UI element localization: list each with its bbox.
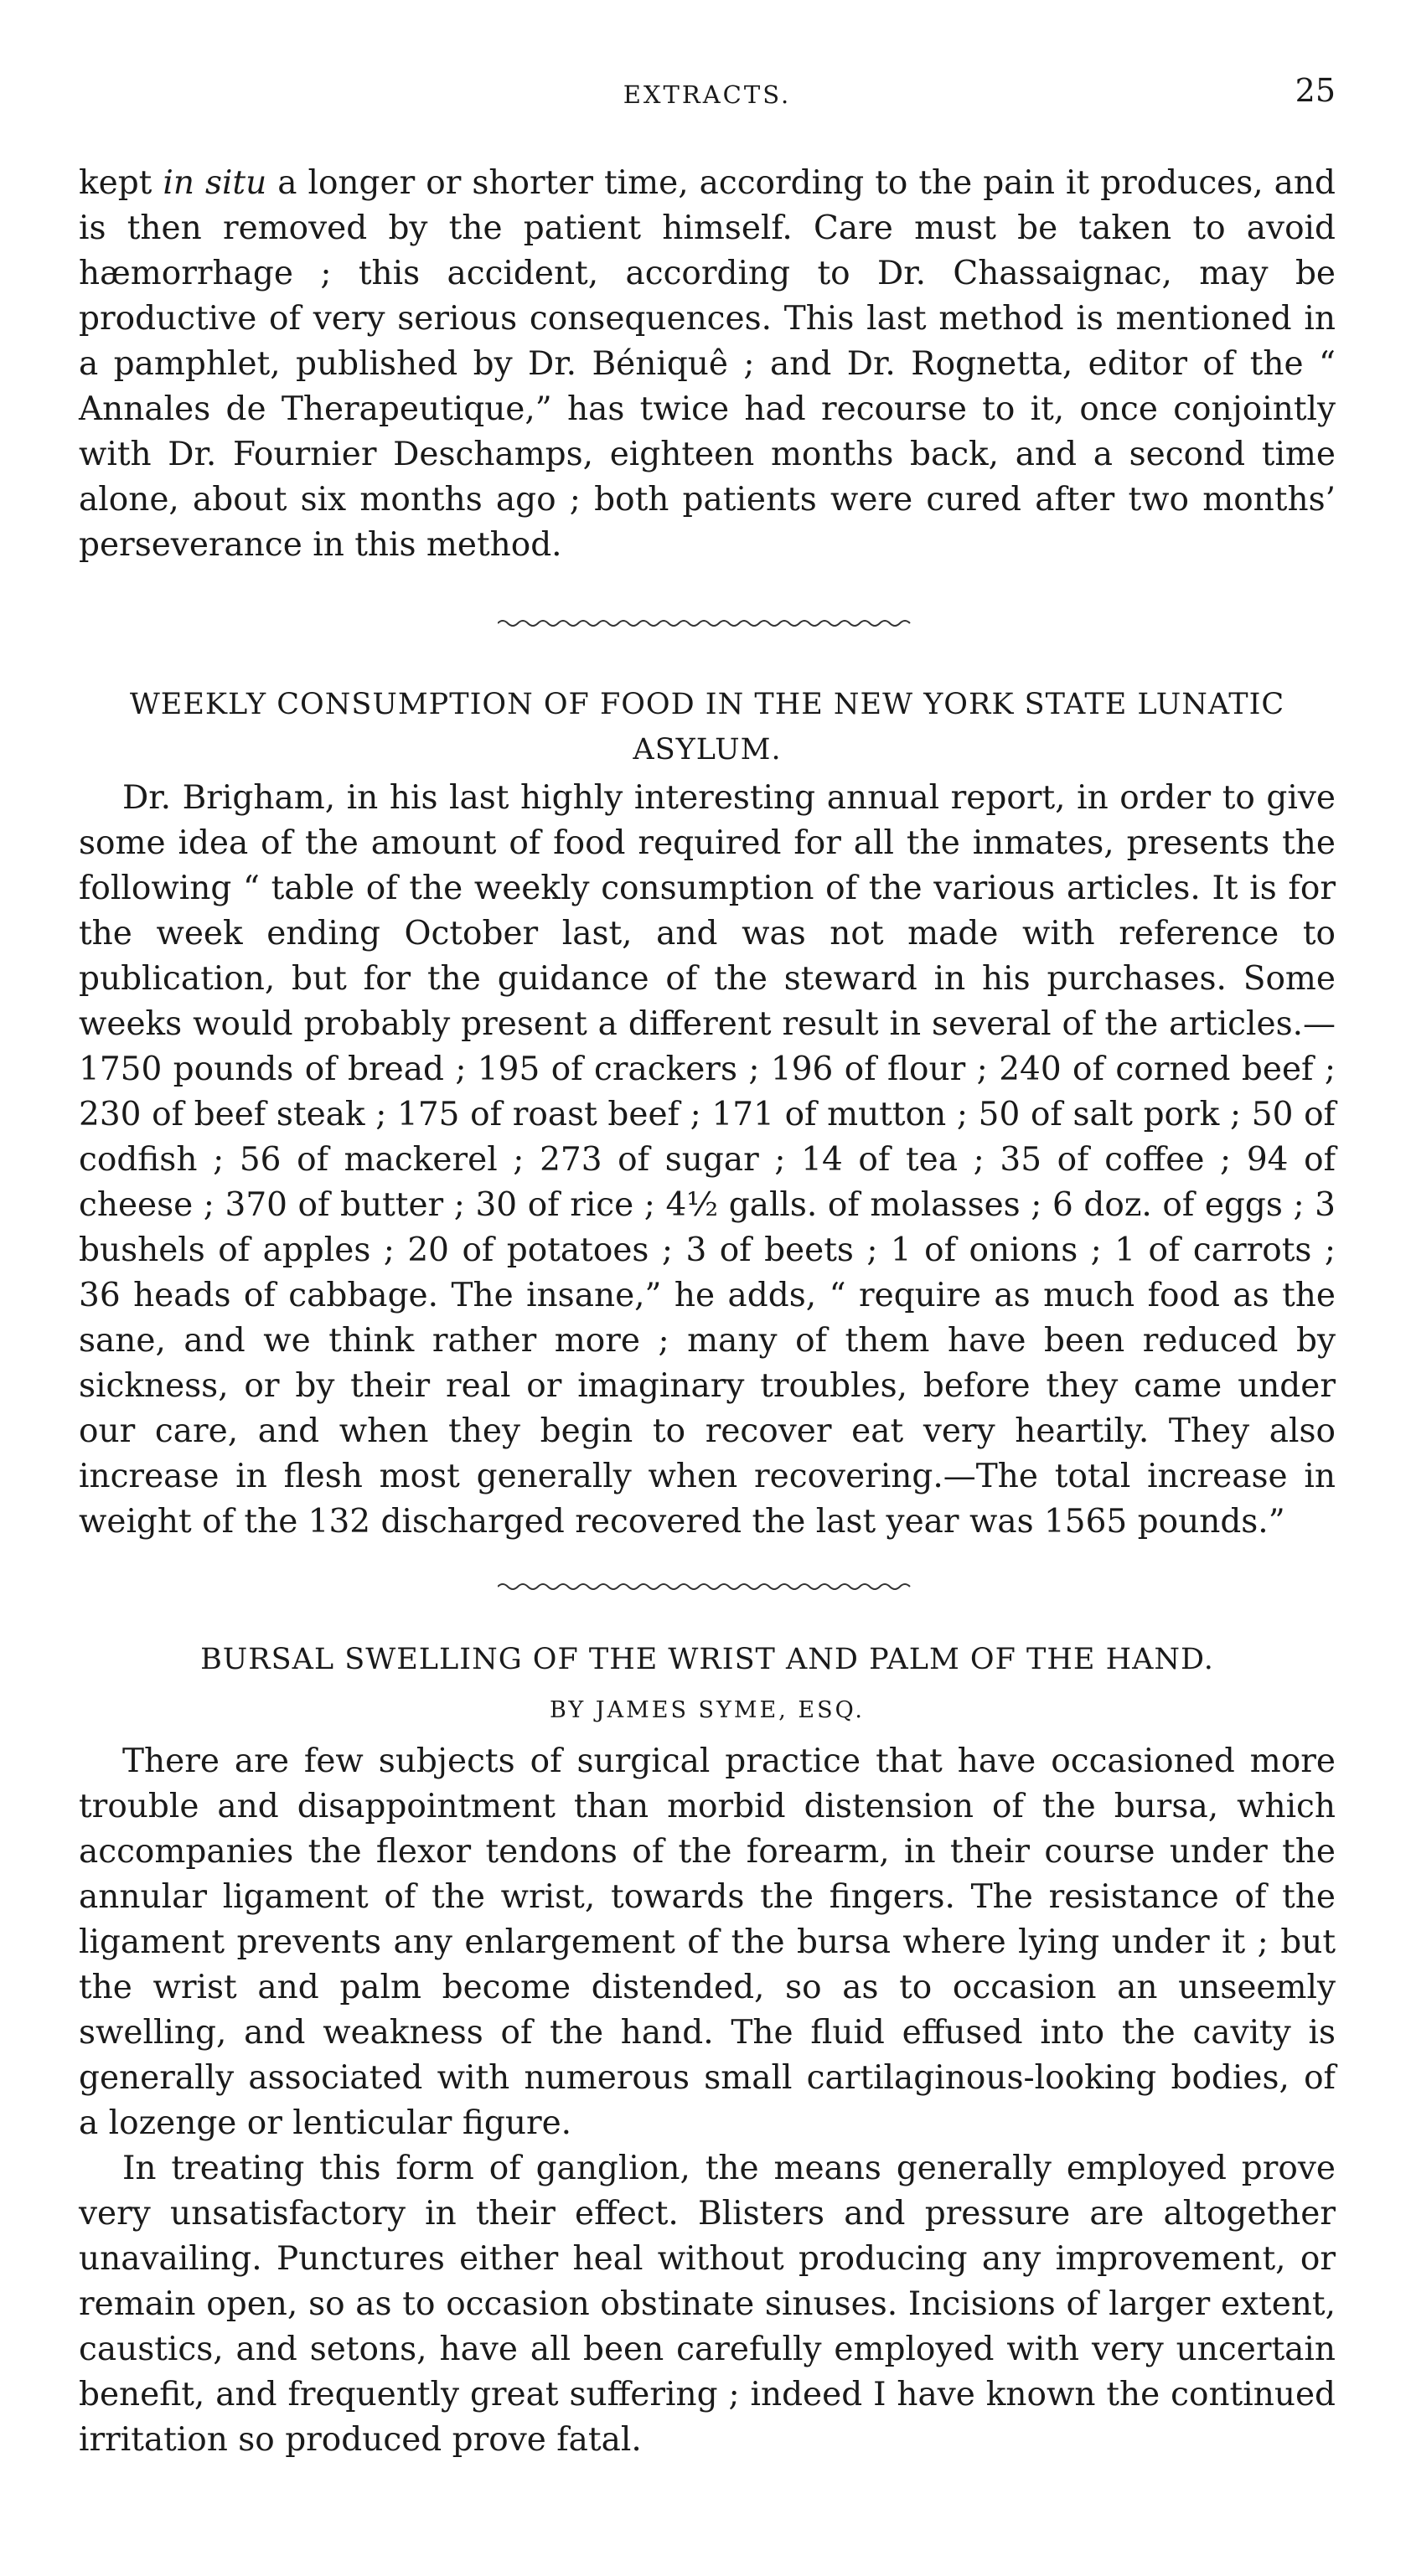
wavy-divider	[498, 615, 917, 632]
page-number: 25	[1295, 72, 1336, 109]
continued-paragraph-lead: kept	[79, 164, 163, 202]
continued-paragraph-text: a longer or shorter time, according to the pain it produces, and is then removed by the patient himself. Care must be taken to avoid hæmorrhage ; this accident, according to Dr. Chassaignac, may be productive of very serious consequences. This last method is mentioned in a pamphlet, published by Dr. Béniquê ; and Dr. Rognetta, editor of the “ Annales de Therapeutique,” has twice had recourse to it, once conjointly with Dr. Fournier Deschamps, eighteen months back, and a second time alone, about six months ago ; both patients were cured after two months’ perseverance in this method.	[79, 164, 1336, 564]
article-body-weekly-consumption: Dr. Brigham, in his last highly interesting annual report, in order to give some idea of the amount of food required for all the inmates, presents the following “ table of the weekly consumption of the various articles. It is for the week ending October last, and was not made with reference to publication, but for the guidance of the steward in his purchases. Some weeks would probably present a different result in several of the articles.—1750 pounds of bread ; 195 of crackers ; 196 of flour ; 240 of corned beef ; 230 of beef steak ; 175 of roast beef ; 171 of mutton ; 50 of salt pork ; 50 of codfish ; 56 of mackerel ; 273 of sugar ; 14 of tea ; 35 of coffee ; 94 of cheese ; 370 of butter ; 30 of rice ; 4½ galls. of molasses ; 6 doz. of eggs ; 3 bushels of apples ; 20 of potatoes ; 3 of beets ; 1 of onions ; 1 of carrots ; 36 heads of cabbage. The insane,” he adds, “ require as much food as the sane, and we think rather more ; many of them have been reduced by sickness, or by their real or imaginary troubles, before they came under our care, and when they begin to recover eat very heartily. They also increase in flesh most generally when recovering.—The total increase in weight of the 132 discharged recovered the last year was 1565 pounds.”	[79, 779, 1336, 1541]
running-head-title: EXTRACTS.	[623, 80, 792, 109]
article-title-weekly-consumption: WEEKLY CONSUMPTION OF FOOD IN THE NEW YORK STATE LUNATIC ASYLUM.	[129, 688, 1285, 767]
article-title-bursal-swelling: BURSAL SWELLING OF THE WRIST AND PALM OF THE HAND.	[200, 1643, 1214, 1676]
article-paragraph: In treating this form of ganglion, the means generally employed prove very unsatisfactory in their effect. Blisters and pressure are altogether unavailing. Punctures either heal without producing any improvement, or remain open, so as to occasion obstinate sinuses. Incisions of larger extent, caustics, and setons, have all been carefully employed with very uncertain benefit, and frequently great suffering ; indeed I have known the continued irritation so produced prove fatal.	[79, 2150, 1336, 2459]
continued-paragraph	[79, 161, 1336, 568]
running-head	[79, 0, 1336, 126]
article-paragraph: There are few subjects of surgical practice that have occasioned more trouble and disappointment than morbid distension of the bursa, which accompanies the flexor tendons of the forearm, in their course under the annular ligament of the wrist, towards the fingers. The resistance of the ligament prevents any enlargement of the bursa where lying under it ; but the wrist and palm become distended, so as to occasion an unseemly swelling, and weakness of the hand. The fluid effused into the cavity is generally associated with numerous small cartilaginous-looking bodies, of a lozenge or lenticular figure.	[79, 1742, 1336, 2142]
wavy-divider	[498, 1578, 917, 1595]
article-byline: BY JAMES SYME, ESQ.	[550, 1697, 865, 1723]
italic-phrase: in situ	[163, 164, 267, 202]
book-page	[79, 0, 1336, 2463]
